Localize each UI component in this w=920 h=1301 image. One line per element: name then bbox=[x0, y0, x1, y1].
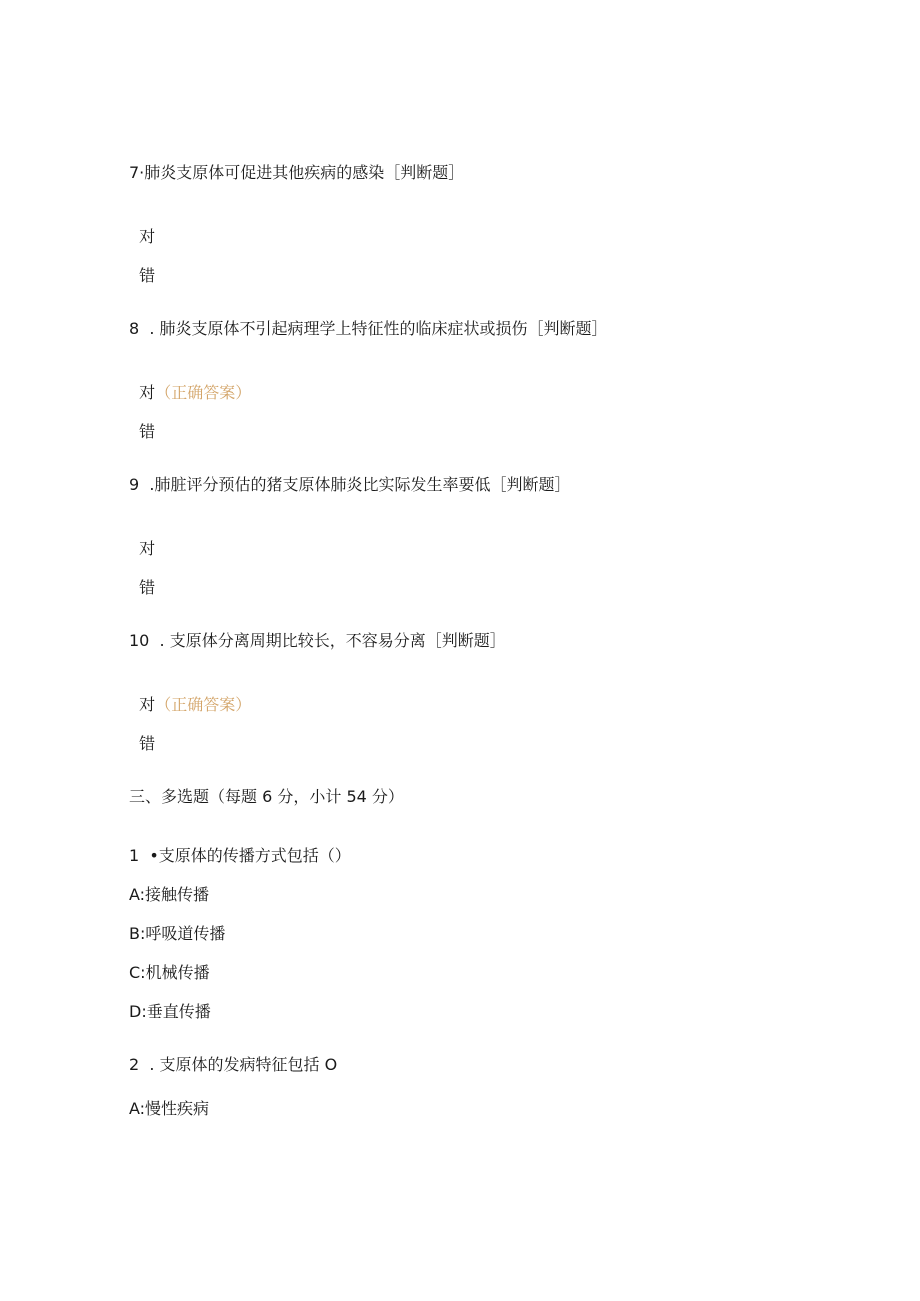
section-heading: 三、多选题（每题 6 分，小计 54 分） bbox=[129, 787, 404, 806]
multi-question-1-option-a[interactable]: A:接触传播 bbox=[129, 885, 210, 904]
multi-question-2-text: 2 . 支原体的发病特征包括 O bbox=[129, 1055, 338, 1074]
question-10-option-true[interactable] bbox=[129, 675, 251, 715]
correct-answer-note: （正确答案） bbox=[155, 695, 252, 714]
question-8-option-false[interactable] bbox=[129, 402, 155, 442]
option-label: 错 bbox=[139, 734, 156, 753]
question-8-text: 8 . 肺炎支原体不引起病理学上特征性的临床症状或损伤［判断题］ bbox=[129, 319, 608, 338]
option-label: 对 bbox=[139, 695, 156, 714]
correct-answer-note: （正确答案） bbox=[155, 383, 252, 402]
option-label: 错 bbox=[139, 578, 156, 597]
multi-question-2-option-a[interactable]: A:慢性疾病 bbox=[129, 1099, 210, 1118]
multi-question-1-option-d[interactable]: D:垂直传播 bbox=[129, 1002, 211, 1021]
question-10-text: 10 . 支原体分离周期比较长，不容易分离［判断题］ bbox=[129, 631, 506, 650]
option-label: 对 bbox=[139, 383, 156, 402]
option-label: 对 bbox=[139, 227, 156, 246]
option-label: 错 bbox=[139, 422, 156, 441]
option-label: 对 bbox=[139, 539, 156, 558]
question-9-text: 9 .肺脏评分预估的猪支原体肺炎比实际发生率要低［判断题］ bbox=[129, 475, 571, 494]
multi-question-1-text: 1 •支原体的传播方式包括（） bbox=[129, 846, 351, 865]
question-8-option-true[interactable] bbox=[129, 363, 251, 403]
question-7-option-true[interactable] bbox=[129, 207, 155, 247]
question-9-option-true[interactable] bbox=[129, 519, 155, 559]
multi-question-1-option-c[interactable]: C:机械传播 bbox=[129, 963, 210, 982]
question-9-option-false[interactable] bbox=[129, 558, 155, 598]
option-label: 错 bbox=[139, 266, 156, 285]
question-10-option-false[interactable] bbox=[129, 714, 155, 754]
multi-question-1-option-b[interactable]: B:呼吸道传播 bbox=[129, 924, 226, 943]
question-7-text: 7·肺炎支原体可促进其他疾病的感染［判断题］ bbox=[129, 163, 465, 182]
question-7-option-false[interactable] bbox=[129, 246, 155, 286]
